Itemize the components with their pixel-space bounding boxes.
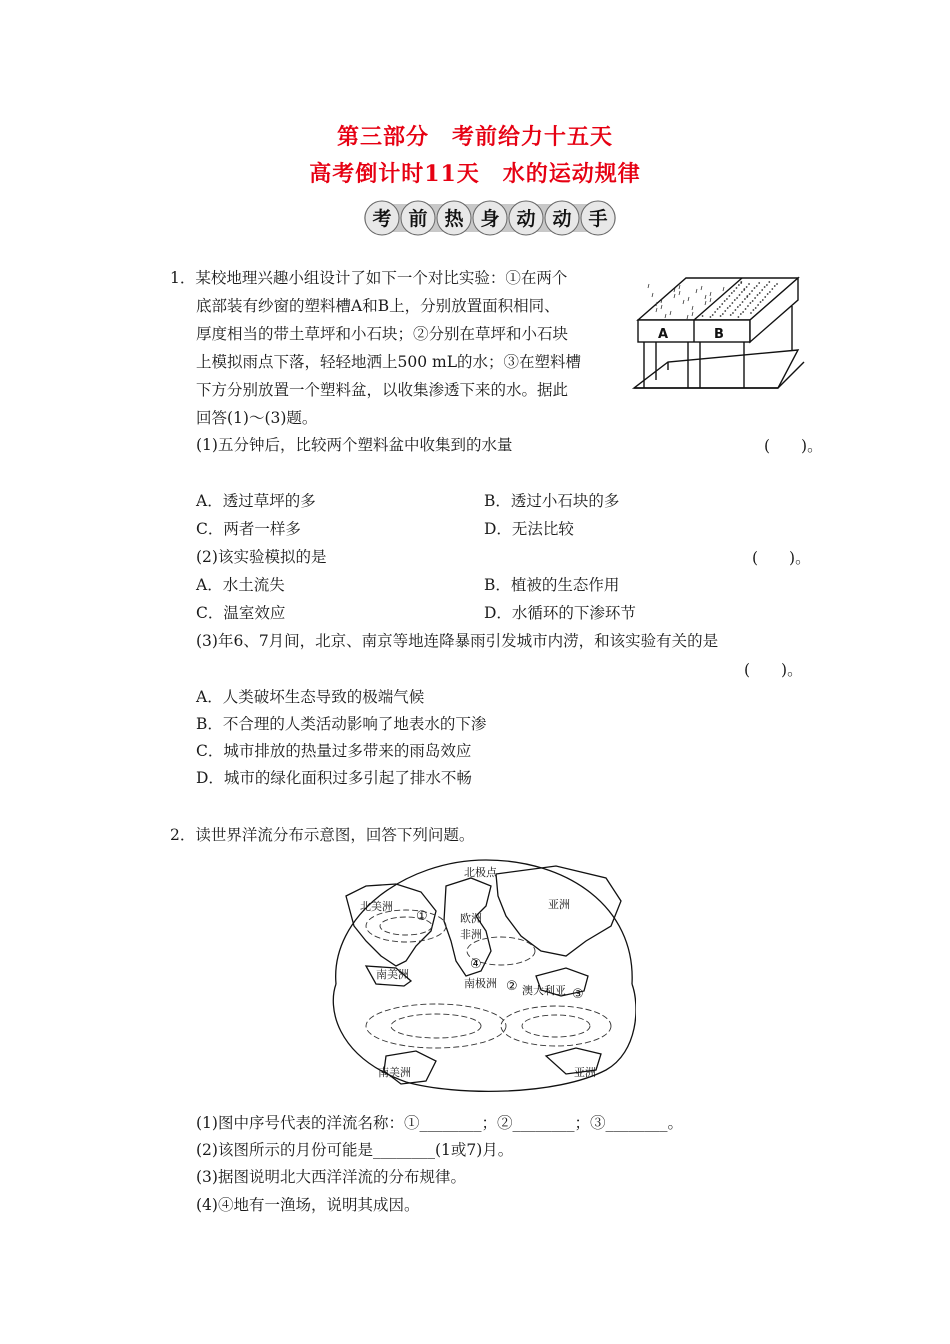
map-mark-1: ① xyxy=(416,909,428,924)
map-label-south-america-bottom: 南美洲 xyxy=(378,1066,411,1079)
ocean-current-map xyxy=(326,856,636,1096)
map-label-australia: 澳大利亚 xyxy=(522,984,566,997)
banner-char: 考 xyxy=(372,208,392,230)
section-banner xyxy=(360,196,620,240)
q1-stem-line: 下方分别放置一个塑料盆，以收集渗透下来的水。据此 xyxy=(196,381,569,399)
map-label-north-america: 北美洲 xyxy=(360,900,393,913)
map-label-south-america-top: 南美洲 xyxy=(376,968,409,981)
banner-char: 动 xyxy=(516,208,536,230)
banner-char: 身 xyxy=(480,208,500,230)
q1-sub1-answer-paren: ( )。 xyxy=(764,437,823,455)
q1-sub3-option-a: A．人类破坏生态导致的极端气候 xyxy=(196,688,425,706)
q2-question-2: (2)该图所示的月份可能是________(1或7)月。 xyxy=(196,1141,514,1159)
q1-sub2-option-b: B．植被的生态作用 xyxy=(484,576,620,594)
q1-sub1-option-d: D．无法比较 xyxy=(484,520,574,538)
q1-stem-line: 回答(1)～(3)题。 xyxy=(196,409,318,427)
map-label-europe: 欧洲 xyxy=(460,912,482,925)
q1-stem-line: 底部装有纱窗的塑料槽A和B上，分别放置面积相同、 xyxy=(196,297,560,315)
q1-stem-line: 上模拟雨点下落，轻轻地洒上500 mL的水；③在塑料槽 xyxy=(196,353,582,371)
q1-sub1-option-b: B．透过小石块的多 xyxy=(484,492,620,510)
map-label-asia: 亚洲 xyxy=(548,898,570,911)
banner-char: 手 xyxy=(588,208,608,230)
q2-stem: 2．读世界洋流分布示意图，回答下列问题。 xyxy=(170,826,475,844)
q2-question-3: (3)据图说明北大西洋洋流的分布规律。 xyxy=(196,1168,466,1186)
banner-char: 前 xyxy=(408,208,428,230)
page-title: 第三部分 考前给力十五天 xyxy=(336,124,613,150)
q2-question-4: (4)④地有一渔场，说明其成因。 xyxy=(196,1196,420,1214)
q1-sub3-option-b: B．不合理的人类活动影响了地表水的下渗 xyxy=(196,715,487,733)
q1-sub2-question: (2)该实验模拟的是 xyxy=(196,548,327,566)
q1-sub1-question: (1)五分钟后，比较两个塑料盆中收集到的水量 xyxy=(196,436,513,454)
map-label-africa: 非洲 xyxy=(460,928,482,941)
map-label-south-pole: 南极洲 xyxy=(464,977,497,990)
q1-sub2-option-d: D．水循环的下渗环节 xyxy=(484,604,636,622)
q2-question-1: (1)图中序号代表的洋流名称：①________；②________；③________。 xyxy=(196,1114,683,1132)
banner-char: 动 xyxy=(552,208,572,230)
map-label-asia-bottom: 亚洲 xyxy=(574,1066,596,1079)
q1-stem-line: 厚度相当的带土草坪和小石块；②分别在草坪和小石块 xyxy=(196,325,569,343)
map-mark-3: ③ xyxy=(572,987,584,1002)
map-mark-4: ④ xyxy=(470,957,482,972)
map-label-north-pole: 北极点 xyxy=(464,866,497,879)
experiment-figure xyxy=(628,270,806,400)
page-subtitle: 高考倒计时11天 水的运动规律 xyxy=(309,161,641,187)
banner-char: 热 xyxy=(444,208,464,230)
q1-sub3-option-c: C．城市排放的热量过多带来的雨岛效应 xyxy=(196,742,472,760)
q1-sub3-answer-paren: ( )。 xyxy=(744,661,803,679)
q1-sub2-option-c: C．温室效应 xyxy=(196,604,286,622)
q1-sub1-option-a: A．透过草坪的多 xyxy=(196,492,316,510)
q1-sub1-option-c: C．两者一样多 xyxy=(196,520,301,538)
q1-sub2-option-a: A．水土流失 xyxy=(196,576,285,594)
q1-sub3-question: (3)年6、7月间，北京、南京等地连降暴雨引发城市内涝，和该实验有关的是 xyxy=(196,632,719,650)
trough-b-label: B xyxy=(714,327,724,342)
map-mark-2: ② xyxy=(506,979,518,994)
q1-sub3-option-d: D．城市的绿化面积过多引起了排水不畅 xyxy=(196,769,472,787)
trough-a-label: A xyxy=(658,327,669,342)
q1-stem-line: 1．某校地理兴趣小组设计了如下一个对比实验：①在两个 xyxy=(170,269,568,287)
q1-sub2-answer-paren: ( )。 xyxy=(752,549,811,567)
